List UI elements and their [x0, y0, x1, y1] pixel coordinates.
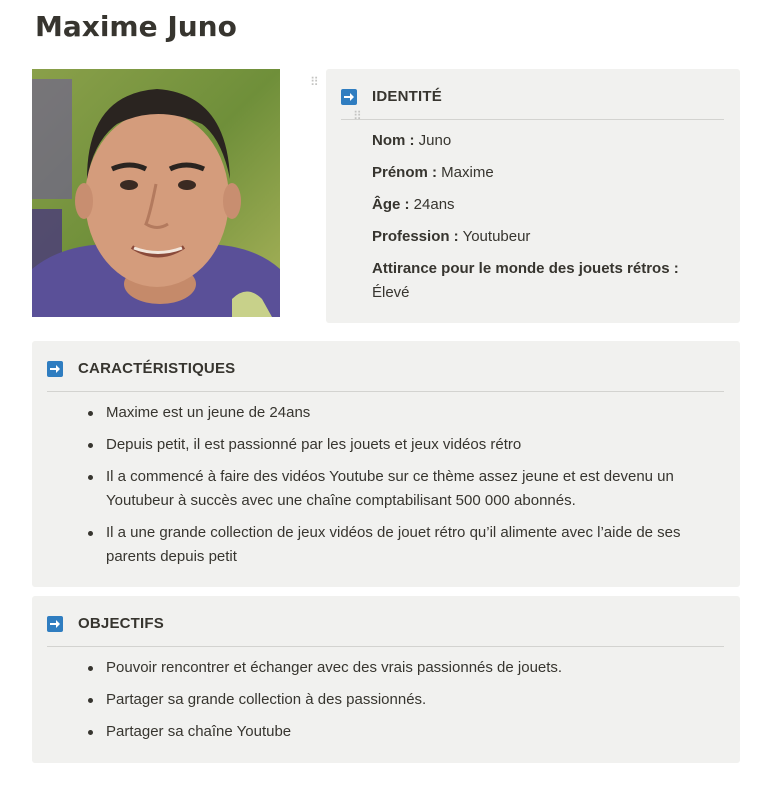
characteristics-header — [47, 357, 724, 392]
list-item: Partager sa grande collection à des passionnés. — [32, 688, 740, 712]
arrow-right-icon — [47, 361, 63, 377]
objectives-card — [32, 596, 740, 763]
profile-photo — [32, 69, 280, 317]
characteristics-card — [32, 341, 740, 587]
field-value: 24ans — [409, 196, 455, 213]
list-item: Il a une grande collection de jeux vidéos de jouet rétro qu’il alimente avec l’aide de ses parents depuis petit — [32, 521, 740, 569]
field-nom — [372, 129, 451, 153]
field-value: Maxime — [437, 164, 494, 181]
field-prenom — [372, 161, 494, 185]
identity-header — [341, 85, 724, 123]
field-value: Élevé — [372, 284, 410, 301]
objectives-heading: OBJECTIFS — [78, 615, 164, 632]
list-item: Depuis petit, il est passionné par les jouets et jeux vidéos rétro — [32, 433, 740, 457]
objectives-list — [32, 656, 740, 744]
drag-handle-icon[interactable]: ⠿ — [310, 75, 318, 89]
field-label: Âge : — [372, 196, 410, 213]
arrow-right-icon — [341, 89, 357, 105]
drag-handle-icon[interactable]: ⠿ — [353, 109, 361, 123]
field-value: Youtubeur — [458, 228, 531, 245]
list-item: Il a commencé à faire des vidéos Youtube sur ce thème assez jeune et est devenu un Youtubeur à succès avec une chaîne comptabilisant 500 000 abonnés. — [32, 465, 740, 513]
objectives-header — [47, 612, 724, 647]
field-age — [372, 193, 455, 217]
identity-card — [326, 69, 740, 323]
identity-heading: IDENTITÉ — [372, 88, 442, 105]
list-item: Maxime est un jeune de 24ans — [32, 401, 740, 425]
characteristics-heading: CARACTÉRISTIQUES — [78, 360, 236, 377]
page-title: Maxime Juno — [35, 10, 237, 43]
field-label: Attirance pour le monde des jouets rétros : — [372, 260, 679, 277]
field-label: Prénom : — [372, 164, 438, 181]
field-attirance — [372, 257, 712, 305]
field-value: Juno — [414, 132, 452, 149]
list-item: Partager sa chaîne Youtube — [32, 720, 740, 744]
field-profession — [372, 225, 530, 249]
characteristics-list — [32, 401, 740, 569]
list-item: Pouvoir rencontrer et échanger avec des vrais passionnés de jouets. — [32, 656, 740, 680]
arrow-right-icon — [47, 616, 63, 632]
field-label: Nom : — [372, 132, 415, 149]
field-label: Profession : — [372, 228, 459, 245]
